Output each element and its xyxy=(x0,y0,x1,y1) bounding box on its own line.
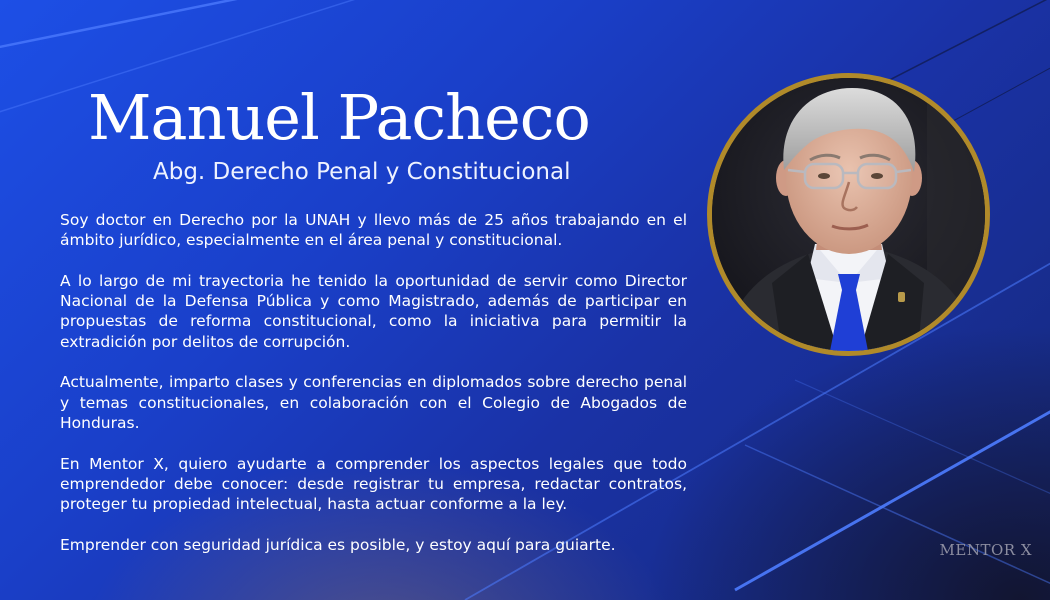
profile-title: Abg. Derecho Penal y Constitucional xyxy=(153,159,571,185)
bio-paragraph: Soy doctor en Derecho por la UNAH y llevo más de 25 años trabajando en el ámbito jurídico, especialmente en el área penal y constitucional. xyxy=(60,211,687,250)
bio-paragraph: En Mentor X, quiero ayudarte a comprender los aspectos legales que todo emprendedor debe conocer: desde registrar tu empresa, redactar contratos, proteger tu propiedad intelectual, hasta actuar conforme a la ley. xyxy=(60,454,687,514)
bio-paragraph: Emprender con seguridad jurídica es posible, y estoy aquí para guiarte. xyxy=(60,535,616,554)
brand-logo: MENTOR X xyxy=(939,541,1032,559)
portrait-image xyxy=(712,78,985,351)
profile-name: Manuel Pacheco xyxy=(88,81,590,154)
biography xyxy=(60,210,687,555)
bio-paragraph: A lo largo de mi trayectoria he tenido la oportunidad de servir como Director Nacional de la Defensa Pública y como Magistrado, además de participar en propuestas de reforma constitucional, como la iniciativa para permitir la extradición por delitos de corrupción. xyxy=(60,271,687,351)
bio-paragraph: Actualmente, imparto clases y conferencias en diplomados sobre derecho penal y temas constitucionales, en colaboración con el Colegio de Abogados de Honduras. xyxy=(60,373,687,432)
profile-photo xyxy=(707,73,990,356)
